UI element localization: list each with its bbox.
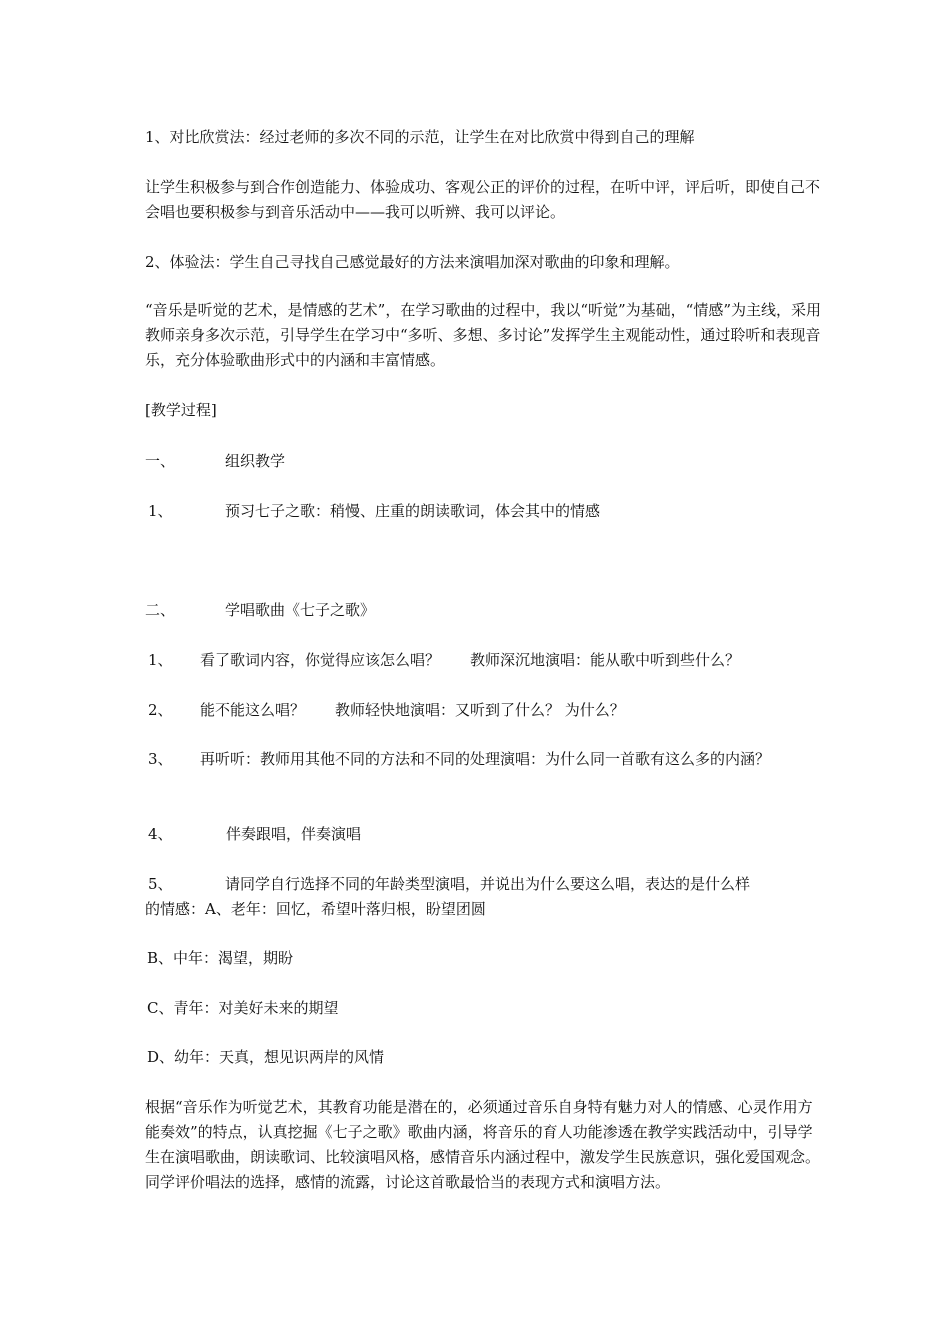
paragraph-participation: 让学生积极参与到合作创造能力、体验成功、客观公正的评价的过程，在听中评，评后听，即使自己不会唱也要积极参与到音乐活动中——我可以听辨、我可以评论。 <box>145 178 821 221</box>
section-one-number: 一、 <box>145 452 176 470</box>
section-one-item-1 <box>145 499 825 524</box>
section-two-item-5-continuation: 的情感：A、老年：回忆，希望叶落归根，盼望团圆 <box>145 900 486 918</box>
item-number: 2、 <box>148 701 173 719</box>
item-text: 伴奏跟唱，伴奏演唱 <box>226 825 362 843</box>
paragraph-conclusion: 根据“音乐作为听觉艺术，其教育功能是潜在的，必须通过音乐自身特有魅力对人的情感、心灵作用方能奏效”的特点，认真挖掘《七子之歌》歌曲内涵，将音乐的育人功能渗透在教学实践活动中，引导学生在演唱歌曲，朗读歌词、比较演唱风格，感情音乐内涵过程中，激发学生民族意识，强化爱国观念。同学评价唱法的选择，感情的流露，讨论这首歌最恰当的表现方式和演唱方法。 <box>145 1098 821 1191</box>
item-number: 3、 <box>148 750 173 768</box>
section-one-heading <box>145 449 825 474</box>
item-number: 4、 <box>148 825 173 843</box>
item-text: 看了歌词内容，你觉得应该怎么唱？ 教师深沉地演唱：能从歌中听到些什么？ <box>200 651 741 669</box>
section-two-item-3 <box>145 747 825 772</box>
item-number: 5、 <box>148 875 173 893</box>
item-text: 能不能这么唱？ 教师轻快地演唱：又听到了什么？ 为什么？ <box>200 701 625 719</box>
paragraph-contrast-method: 1、对比欣赏法：经过老师的多次不同的示范，让学生在对比欣赏中得到自己的理解 <box>145 128 695 146</box>
item-text: 请同学自行选择不同的年龄类型演唱，并说出为什么要这么唱，表达的是什么样 <box>225 875 751 893</box>
section-two-heading <box>145 598 825 623</box>
option-c: C、青年：对美好未来的期望 <box>147 999 339 1017</box>
option-b: B、中年：渴望，期盼 <box>147 949 294 967</box>
section-two-item-5 <box>145 872 825 897</box>
section-two-item-2 <box>145 698 825 723</box>
item-text: 再听听：教师用其他不同的方法和不同的处理演唱：为什么同一首歌有这么多的内涵？ <box>200 750 771 768</box>
section-two-item-4 <box>145 822 825 847</box>
item-number: 1、 <box>148 502 173 520</box>
option-d: D、幼年：天真，想见识两岸的风情 <box>147 1048 385 1066</box>
paragraph-experience-method: 2、体验法：学生自己寻找自己感觉最好的方法来演唱加深对歌曲的印象和理解。 <box>145 253 680 271</box>
section-two-item-1 <box>145 648 825 673</box>
section-heading: [教学过程] <box>145 401 217 419</box>
section-two-number: 二、 <box>145 601 176 619</box>
paragraph-music-art: “音乐是听觉的艺术，是情感的艺术”，在学习歌曲的过程中，我以“听觉”为基础，“情感”为主线，采用教师亲身多次示范，引导学生在学习中“多听、多想、多讨论”发挥学生主观能动性，通过聆听和表现音乐，充分体验歌曲形式中的内涵和丰富情感。 <box>145 301 822 369</box>
item-text: 预习七子之歌：稍慢、庄重的朗读歌词，体会其中的情感 <box>225 502 601 520</box>
section-one-title: 组织教学 <box>225 452 286 470</box>
section-two-title: 学唱歌曲《七子之歌》 <box>225 601 376 619</box>
item-number: 1、 <box>148 651 173 669</box>
